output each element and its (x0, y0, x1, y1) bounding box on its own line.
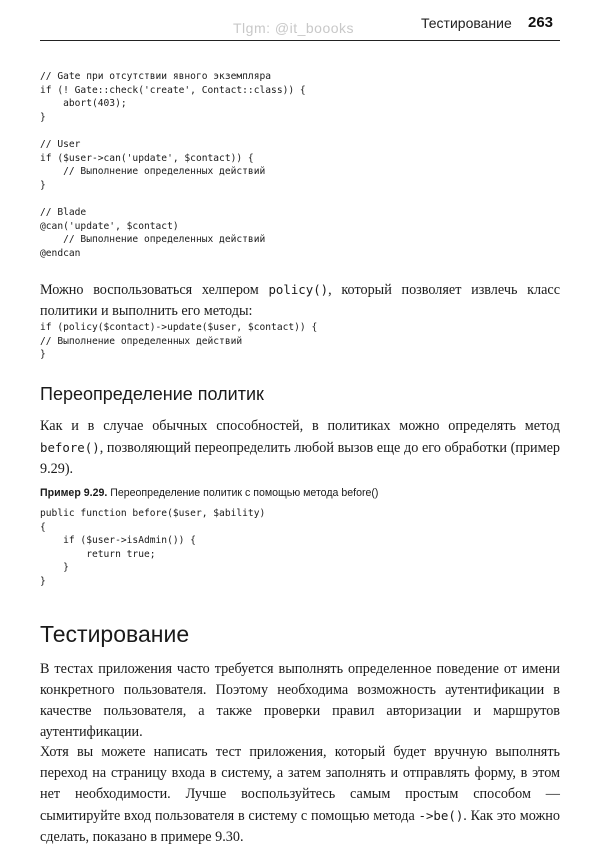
example-caption-label: Пример 9.29. (40, 487, 108, 499)
header-rule (40, 40, 560, 41)
code-block-policy-helper: if (policy($contact)->update($user, $contact)) { // Выполнение определенных действий } (40, 322, 318, 361)
paragraph-text: , который позволяет извлечь класс политики и выполнить его методы: (40, 282, 560, 319)
paragraph-text: Хотя вы можете написать тест приложения, который будет вручную выполнять переход на страницу входа в систему, а затем заполнять и отправлять форму, в этом нет необходимости. Лучше воспользуйтесь самым простым способом — сымитируйте вход пользователя в систему с помощью метода (40, 744, 560, 824)
inline-code: before() (40, 440, 100, 455)
page-number: 263 (528, 14, 554, 31)
section-heading-override-policies: Переопределение политик (40, 384, 264, 404)
code-block-example-9-29: public function before($user, $ability) { if ($user->isAdmin()) { return true; } } (40, 508, 266, 587)
paragraph-testing-intro: В тестах приложения часто требуется выполнять определенное поведение от имени конкретного пользователя. Поэтому необходима возможность аутентификации в качестве пользователя, а также проверки правил авторизации и маршрутов аутентификации. (40, 661, 560, 740)
running-head-title: Тестирование (421, 15, 512, 31)
example-caption (40, 487, 378, 499)
section-heading-testing: Тестирование (40, 621, 190, 647)
watermark: Tlgm: @it_boooks (233, 20, 355, 36)
code-block-gate-user-blade: // Gate при отсутствии явного экземпляра if (! Gate::check('create', Contact::class)) { abort(403); } // User if ($user->can('update', $contact)) { // Выполнение определенных действий } // Blade @can('update', $contact) // Выполнение определенных действий @endcan (40, 71, 306, 259)
paragraph-policy-helper (40, 279, 560, 322)
paragraph-testing-be (40, 742, 560, 848)
paragraph-text: , позволяющий переопределить любой вызов еще до его обработки (пример 9.29). (40, 440, 560, 477)
paragraph-text: . Как это можно сделать, показано в примере 9.30. (40, 808, 560, 845)
paragraph-override (40, 416, 560, 480)
inline-code: policy() (268, 282, 329, 297)
example-caption-text: Переопределение политик с помощью метода before() (107, 487, 379, 499)
inline-code: ->be() (418, 808, 464, 823)
paragraph-text: Как и в случае обычных способностей, в политиках можно определять метод (40, 418, 560, 434)
paragraph-text: Можно воспользоваться хелпером (40, 282, 269, 298)
